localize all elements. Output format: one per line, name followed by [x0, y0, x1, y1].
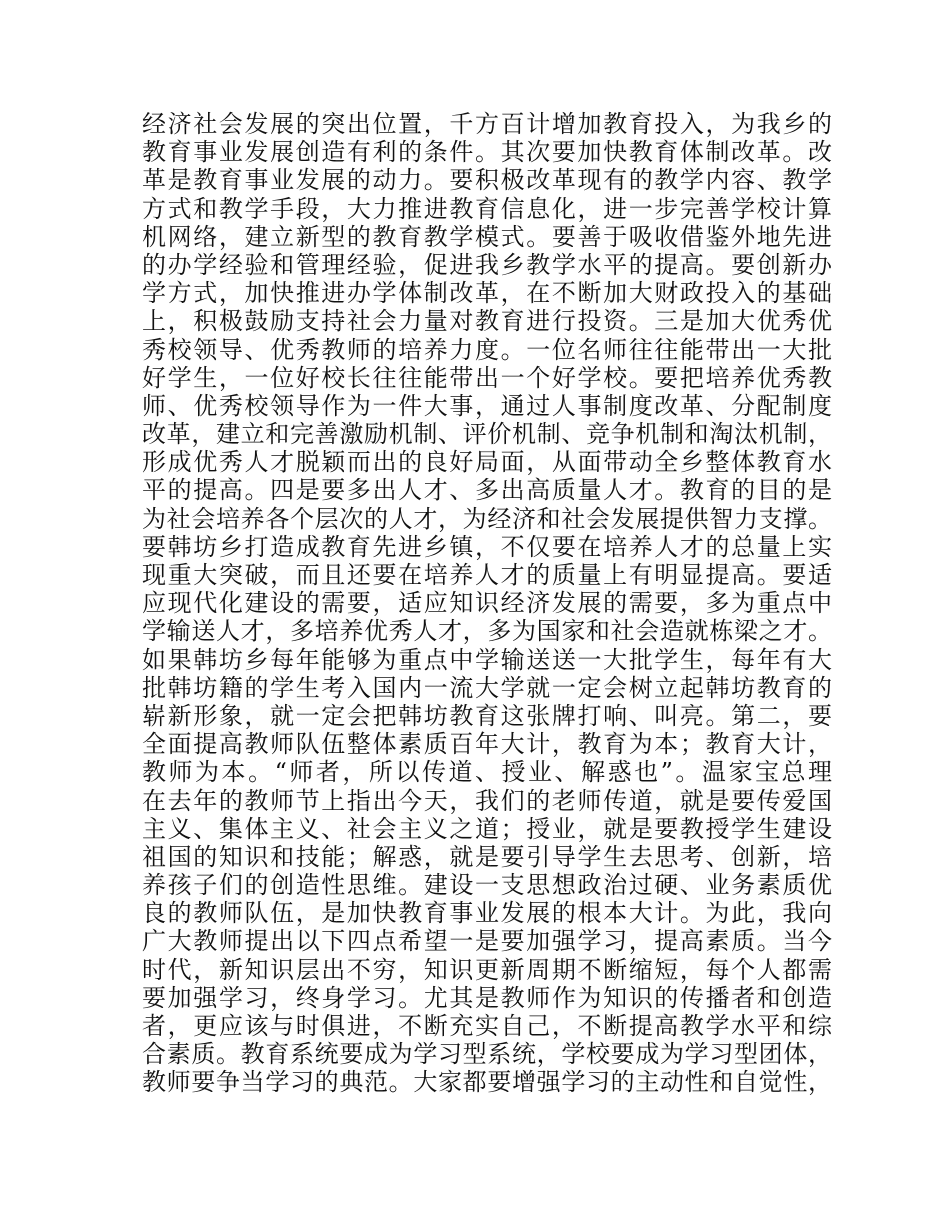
text-line: 合素质。教育系统要成为学习型系统，学校要成为学习型团体， — [142, 1040, 832, 1069]
text-line: 师、优秀校领导作为一件大事，通过人事制度改革、分配制度 — [142, 391, 832, 420]
text-line: 良的教师队伍，是加快教育事业发展的根本大计。为此，我向 — [142, 899, 832, 928]
text-line: 主义、集体主义、社会主义之道；授业，就是要教授学生建设 — [142, 814, 832, 843]
text-line: 教师为本。“师者，所以传道、授业、解惑也”。温家宝总理 — [142, 758, 832, 787]
text-line: 教育事业发展创造有利的条件。其次要加快教育体制改革。改 — [142, 138, 832, 167]
text-line: 祖国的知识和技能；解惑，就是要引导学生去思考、创新，培 — [142, 842, 832, 871]
text-line: 机网络，建立新型的教育教学模式。要善于吸收借鉴外地先进 — [142, 222, 832, 251]
text-line: 学方式，加快推进办学体制改革，在不断加大财政投入的基础 — [142, 279, 832, 308]
text-line: 学输送人才，多培养优秀人才，多为国家和社会造就栋梁之才。 — [142, 617, 832, 646]
text-line: 经济社会发展的突出位置，千方百计增加教育投入，为我乡的 — [142, 110, 832, 138]
text-line: 方式和教学手段，大力推进教育信息化，进一步完善学校计算 — [142, 194, 832, 223]
text-line: 形成优秀人才脱颖而出的良好局面，从面带动全乡整体教育水 — [142, 448, 832, 477]
body-text — [142, 110, 832, 1097]
text-line: 上，积极鼓励支持社会力量对教育进行投资。三是加大优秀优 — [142, 307, 832, 336]
text-line: 者，更应该与时俱进，不断充实自己，不断提高教学水平和综 — [142, 1012, 832, 1040]
text-line: 批韩坊籍的学生考入国内一流大学就一定会树立起韩坊教育的 — [142, 673, 832, 702]
text-line: 应现代化建设的需要，适应知识经济发展的需要，多为重点中 — [142, 589, 832, 618]
text-line: 崭新形象，就一定会把韩坊教育这张牌打响、叫亮。第二，要 — [142, 701, 832, 730]
text-line: 平的提高。四是要多出人才、多出高质量人才。教育的目的是 — [142, 476, 832, 505]
text-line: 现重大突破，而且还要在培养人才的质量上有明显提高。要适 — [142, 561, 832, 589]
text-line: 秀校领导、优秀教师的培养力度。一位名师往往能带出一大批 — [142, 335, 832, 364]
text-line: 要韩坊乡打造成教育先进乡镇，不仅要在培养人才的总量上实 — [142, 532, 832, 561]
text-line: 在去年的教师节上指出今天，我们的老师传道，就是要传爱国 — [142, 786, 832, 815]
text-line: 改革，建立和完善激励机制、评价机制、竞争机制和淘汰机制， — [142, 420, 832, 449]
text-line: 的办学经验和管理经验，促进我乡教学水平的提高。要创新办 — [142, 250, 832, 279]
text-line: 时代，新知识层出不穷，知识更新周期不断缩短，每个人都需 — [142, 955, 832, 984]
text-line: 教师要争当学习的典范。大家都要增强学习的主动性和自觉性， — [142, 1068, 832, 1097]
text-line: 养孩子们的创造性思维。建设一支思想政治过硬、业务素质优 — [142, 871, 832, 900]
text-line: 要加强学习，终身学习。尤其是教师作为知识的传播者和创造 — [142, 983, 832, 1012]
text-line: 如果韩坊乡每年能够为重点中学输送送一大批学生，每年有大 — [142, 645, 832, 674]
text-line: 全面提高教师队伍整体素质百年大计，教育为本；教育大计， — [142, 730, 832, 759]
text-line: 为社会培养各个层次的人才，为经济和社会发展提供智力支撑。 — [142, 504, 832, 533]
text-line: 好学生，一位好校长往往能带出一个好学校。要把培养优秀教 — [142, 363, 832, 392]
text-line: 广大教师提出以下四点希望一是要加强学习，提高素质。当今 — [142, 927, 832, 956]
text-line: 革是教育事业发展的动力。要积极改革现有的教学内容、教学 — [142, 166, 832, 195]
